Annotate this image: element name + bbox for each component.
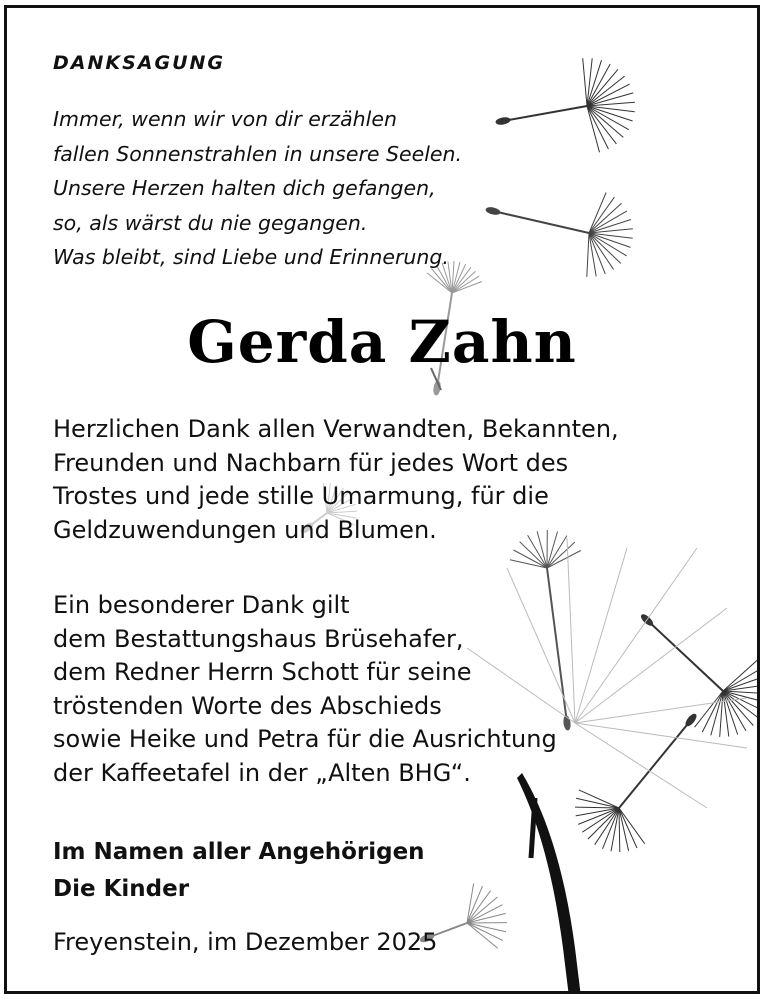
dandelion-stem — [517, 773, 581, 994]
deceased-name: Gerda Zahn — [187, 308, 577, 376]
text-line: Ein besonderer Dank gilt — [53, 591, 350, 619]
special-thanks-paragraph — [53, 589, 557, 791]
poem-line: so, als wärst du nie gegangen. — [53, 210, 368, 235]
text-line: der Kaffeetafel in der „Alten BHG“. — [53, 758, 471, 787]
dandelion-seed — [486, 193, 633, 277]
dandelion-seed — [575, 713, 698, 852]
heading: DANKSAGUNG — [53, 52, 226, 74]
poem-line: Unsere Herzen halten dich gefangen, — [53, 176, 436, 200]
poem-line: Was bleibt, sind Liebe und Erinnerung. — [53, 245, 449, 269]
dandelion-seed — [640, 613, 760, 737]
text-line: Herzlichen Dank allen Verwandten, Bekannten, — [53, 415, 619, 443]
signature-line: Im Namen aller Angehörigen — [53, 839, 425, 865]
text-line: dem Bestattungshaus Brüsehafer, — [53, 624, 464, 653]
text-line: tröstenden Worte des Abschieds — [53, 691, 442, 720]
place-date: Freyenstein, im Dezember 2025 — [53, 928, 438, 956]
thanks-paragraph — [53, 413, 619, 547]
obituary-notice — [4, 5, 760, 994]
text-line: dem Redner Herrn Schott für seine — [53, 658, 472, 687]
poem — [53, 102, 462, 275]
poem-line: fallen Sonnenstrahlen in unsere Seelen. — [53, 141, 463, 166]
poem-line: Immer, wenn wir von dir erzählen — [53, 107, 397, 131]
text-line: Freunden und Nachbarn für jedes Wort des — [53, 448, 569, 477]
text-line: Trostes und jede stille Umarmung, für die — [53, 482, 549, 511]
dandelion-seed — [496, 58, 635, 152]
text-line: sowie Heike und Petra für die Ausrichtung — [53, 725, 557, 754]
signature-line: Die Kinder — [53, 876, 190, 902]
text-line: Geldzuwendungen und Blumen. — [53, 515, 437, 544]
signature — [53, 834, 425, 908]
